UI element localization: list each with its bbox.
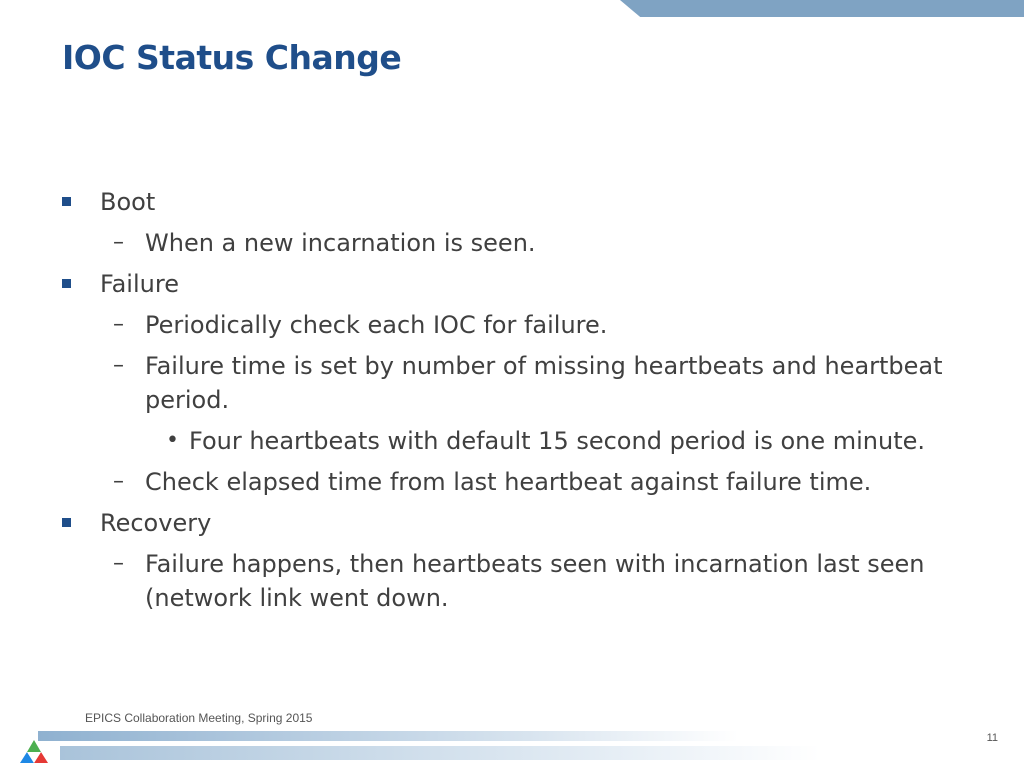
- square-bullet-icon: [62, 518, 71, 527]
- dash-bullet-icon: –: [113, 551, 124, 576]
- bullet-level1-recovery: Recovery: [100, 509, 212, 537]
- bullet-level2: Periodically check each IOC for failure.: [145, 311, 608, 339]
- dash-bullet-icon: –: [113, 469, 124, 494]
- bullet-level2: Failure happens, then heartbeats seen with incarnation last seen: [145, 550, 925, 578]
- dash-bullet-icon: –: [113, 230, 124, 255]
- bullet-level2-continuation: period.: [145, 386, 230, 414]
- dash-bullet-icon: –: [113, 312, 124, 337]
- footer-text: EPICS Collaboration Meeting, Spring 2015: [85, 711, 313, 725]
- footer-accent-band: [38, 731, 738, 741]
- bullet-level2: Check elapsed time from last heartbeat against failure time.: [145, 468, 872, 496]
- bullet-level1-failure: Failure: [100, 270, 179, 298]
- bullet-level1-boot: Boot: [100, 188, 156, 216]
- argonne-triangle-logo-icon: [20, 738, 48, 764]
- dot-bullet-icon: •: [166, 428, 179, 453]
- header-accent-band: [620, 0, 1024, 17]
- slide-title: IOC Status Change: [62, 38, 402, 77]
- dash-bullet-icon: –: [113, 353, 124, 378]
- bullet-level2-continuation: (network link went down.: [145, 584, 449, 612]
- footer-accent-band: [60, 746, 820, 760]
- bullet-level3: Four heartbeats with default 15 second period is one minute.: [189, 427, 926, 455]
- page-number: 11: [986, 732, 998, 744]
- square-bullet-icon: [62, 197, 71, 206]
- bullet-level2: When a new incarnation is seen.: [145, 229, 536, 257]
- bullet-level2: Failure time is set by number of missing heartbeats and heartbeat: [145, 352, 943, 380]
- square-bullet-icon: [62, 279, 71, 288]
